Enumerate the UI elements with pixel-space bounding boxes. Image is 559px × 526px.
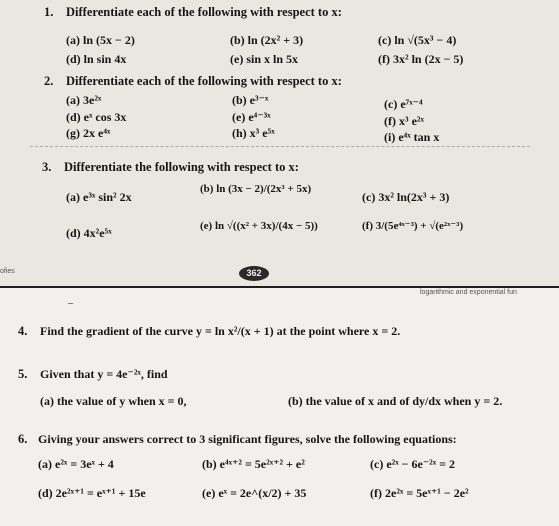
q5-item-a: (a) the value of y when x = 0, xyxy=(40,394,187,408)
q4-number: 4. xyxy=(18,324,28,338)
q2-item-d: (d) eˣ cos 3x xyxy=(66,110,127,124)
q5-text: Given that y = 4e⁻²ˣ, find xyxy=(40,367,168,381)
q2-number: 2. xyxy=(44,74,54,88)
q6-item-a: (a) e²ˣ = 3eˣ + 4 xyxy=(38,457,114,471)
q6-number: 6. xyxy=(18,432,28,446)
q1-title: Differentiate each of the following with respect to x: xyxy=(66,5,342,19)
q6-item-d: (d) 2e²ˣ⁺¹ = eˣ⁺¹ + 15e xyxy=(38,486,146,500)
q3-item-e: (e) ln √((x² + 3x)/(4x − 5)) xyxy=(200,220,318,232)
q2-item-h: (h) x³ e⁵ˣ xyxy=(232,126,275,140)
q6-text: Giving your answers correct to 3 significant figures, solve the following equations: xyxy=(38,432,457,446)
q2-title: Differentiate each of the following with respect to x: xyxy=(66,74,342,88)
q1-item-a: (a) ln (5x − 2) xyxy=(66,33,135,47)
q1-item-c: (c) ln √(5x³ − 4) xyxy=(378,33,457,47)
q4-text: Find the gradient of the curve y = ln x²/(x + 1) at the point where x = 2. xyxy=(40,324,401,338)
q3-item-b: (b) ln (3x − 2)/(2x³ + 5x) xyxy=(200,183,312,195)
q6-item-f: (f) 2e²ˣ = 5eˣ⁺¹ − 2e² xyxy=(370,486,469,500)
margin-text-fragment: ofies xyxy=(0,268,15,275)
q1-item-e: (e) sin x ln 5x xyxy=(230,52,299,66)
q6-item-b: (b) e⁴ˣ⁺² = 5e²ˣ⁺² + e² xyxy=(202,457,305,471)
q3-item-d: (d) 4x²e⁵ˣ xyxy=(66,226,112,240)
q3-item-f: (f) 3/(5e⁴ˣ⁻³) + √(e²ˣ⁻³) xyxy=(362,220,464,232)
q1-number: 1. xyxy=(44,5,54,19)
q2-item-g: (g) 2x e⁴ˣ xyxy=(66,126,111,140)
q3-item-a: (a) e³ˣ sin² 2x xyxy=(66,190,132,204)
q2-item-f: (f) x³ e²ˣ xyxy=(384,114,424,128)
q3-item-c: (c) 3x² ln(2x³ + 3) xyxy=(362,190,450,204)
section-divider xyxy=(30,146,530,147)
q3-number: 3. xyxy=(42,160,52,174)
q1-item-f: (f) 3x² ln (2x − 5) xyxy=(378,52,464,66)
q6-item-c: (c) e²ˣ − 6e⁻²ˣ = 2 xyxy=(370,457,456,471)
q3-title: Differentiate the following with respect to x: xyxy=(64,160,299,174)
page-number-badge: 362 xyxy=(239,266,269,281)
dash-mark: – xyxy=(68,298,73,309)
q1-item-b: (b) ln (2x² + 3) xyxy=(230,33,304,47)
textbook-page-bottom xyxy=(0,288,559,526)
running-header-fragment: logarithmic and exponential fun xyxy=(420,289,517,296)
q5-number: 5. xyxy=(18,367,28,381)
q5-item-b: (b) the value of x and of dy/dx when y = 2. xyxy=(288,394,503,408)
q2-item-i: (i) e⁴ˣ tan x xyxy=(384,130,440,144)
q6-item-e: (e) eˣ = 2e^(x/2) + 35 xyxy=(202,486,307,500)
q2-item-c: (c) e⁷ˣ⁻⁴ xyxy=(384,97,423,111)
q2-item-e: (e) e⁴⁻³ˣ xyxy=(232,110,271,124)
q1-item-d: (d) ln sin 4x xyxy=(66,52,127,66)
q2-item-b: (b) e³⁻ˣ xyxy=(232,93,269,107)
q2-item-a: (a) 3e²ˣ xyxy=(66,93,102,107)
